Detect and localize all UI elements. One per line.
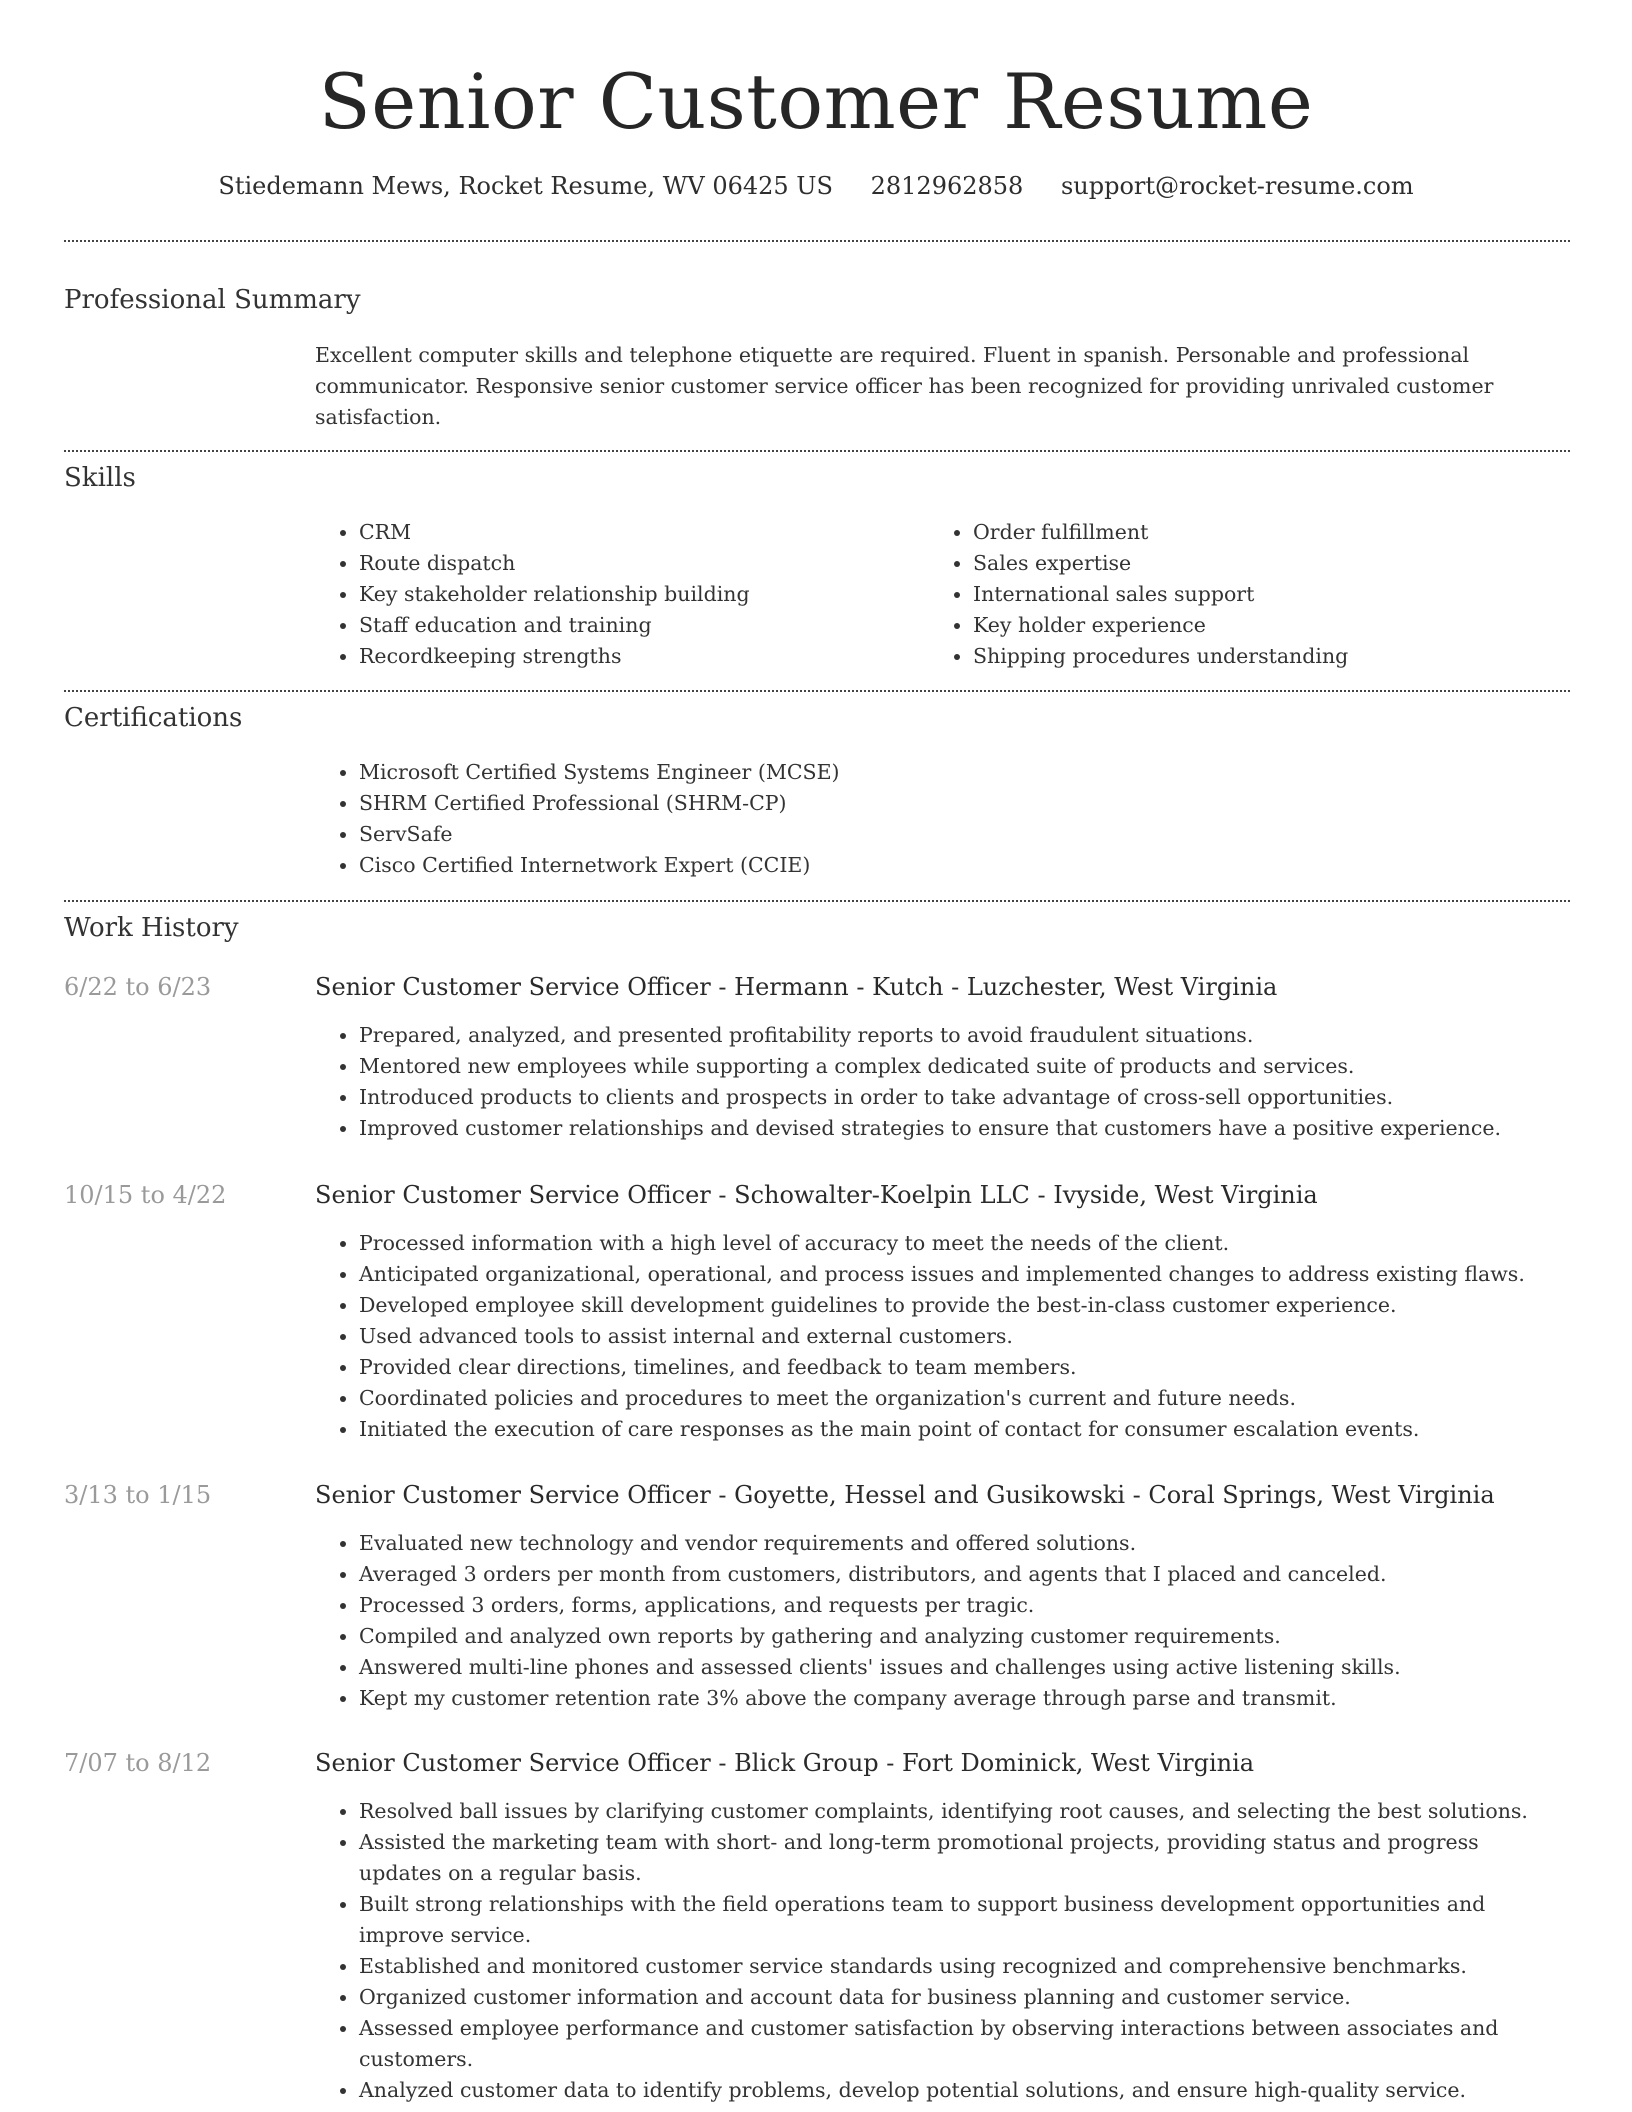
job-title: Senior Customer Service Officer - Hermann - Kutch - Luzchester, West Virginia xyxy=(315,973,1278,1001)
job-bullet: • Provided clear directions, timelines, and feedback to team members. xyxy=(359,1352,1565,1383)
job-bullet: • Organized customer information and account data for business planning and customer service. xyxy=(359,1982,1565,2013)
summary-heading: Professional Summary xyxy=(64,285,361,315)
skill-item: • Order fulfillment xyxy=(973,517,1529,548)
certification-item: • Microsoft Certified Systems Engineer (MCSE) xyxy=(359,757,1565,788)
skills-list-left xyxy=(315,517,915,672)
certification-item: • SHRM Certified Professional (SHRM-CP) xyxy=(359,788,1565,819)
job-bullet: • Initiated the execution of care responses as the main point of contact for consumer escalation events. xyxy=(359,1414,1565,1445)
job-bullet: • Developed employee skill development guidelines to provide the best-in-class customer experience. xyxy=(359,1290,1565,1321)
skills-heading: Skills xyxy=(64,463,136,493)
certifications-list xyxy=(315,757,1565,881)
job-bullet: • Mentored new employees while supporting a complex dedicated suite of products and services. xyxy=(359,1051,1565,1082)
skill-item: • International sales support xyxy=(973,579,1529,610)
skill-item: • CRM xyxy=(359,517,915,548)
skill-item: • Recordkeeping strengths xyxy=(359,641,915,672)
skill-item: • Route dispatch xyxy=(359,548,915,579)
skill-item: • Key holder experience xyxy=(973,610,1529,641)
skills-list-right xyxy=(929,517,1529,672)
job-title: Senior Customer Service Officer - Blick Group - Fort Dominick, West Virginia xyxy=(315,1749,1255,1777)
job-bullet: • Answered multi-line phones and assessed clients' issues and challenges using active listening skills. xyxy=(359,1652,1565,1683)
job-bullets xyxy=(315,1796,1565,2106)
job-bullet: • Assessed employee performance and customer satisfaction by observing interactions between associates and customers. xyxy=(359,2013,1565,2075)
job-bullet: • Anticipated organizational, operational, and process issues and implemented changes to address existing flaws. xyxy=(359,1259,1565,1290)
job-dates: 6/22 to 6/23 xyxy=(64,973,212,1001)
job-bullets xyxy=(315,1020,1565,1144)
section-divider xyxy=(64,450,1570,452)
job-bullet: • Established and monitored customer service standards using recognized and comprehensive benchmarks. xyxy=(359,1951,1565,1982)
job-bullet: • Kept my customer retention rate 3% above the company average through parse and transmit. xyxy=(359,1683,1565,1714)
work-history-heading: Work History xyxy=(64,913,239,943)
job-bullet: • Processed information with a high level of accuracy to meet the needs of the client. xyxy=(359,1228,1565,1259)
job-bullet: • Analyzed customer data to identify problems, develop potential solutions, and ensure high-quality service. xyxy=(359,2075,1565,2106)
job-bullet: • Introduced products to clients and prospects in order to take advantage of cross-sell opportunities. xyxy=(359,1082,1565,1113)
job-bullet: • Coordinated policies and procedures to meet the organization's current and future needs. xyxy=(359,1383,1565,1414)
resume-title: Senior Customer Resume xyxy=(318,57,1314,146)
job-bullet: • Evaluated new technology and vendor requirements and offered solutions. xyxy=(359,1528,1565,1559)
contact-email: support@rocket-resume.com xyxy=(1060,172,1414,200)
job-bullet: • Assisted the marketing team with short- and long-term promotional projects, providing status and progress updates on a regular basis. xyxy=(359,1827,1565,1889)
job-bullets xyxy=(315,1228,1565,1445)
job-dates: 7/07 to 8/12 xyxy=(64,1749,212,1777)
job-bullet: • Used advanced tools to assist internal and external customers. xyxy=(359,1321,1565,1352)
skill-item: • Key stakeholder relationship building xyxy=(359,579,915,610)
section-divider xyxy=(64,900,1570,902)
section-divider xyxy=(64,240,1570,242)
job-title: Senior Customer Service Officer - Goyette, Hessel and Gusikowski - Coral Springs, West Virginia xyxy=(315,1481,1495,1509)
certification-item: • Cisco Certified Internetwork Expert (CCIE) xyxy=(359,850,1565,881)
contact-phone: 2812962858 xyxy=(870,172,1024,200)
contact-address: Stiedemann Mews, Rocket Resume, WV 06425 US xyxy=(218,172,833,200)
contact-line xyxy=(0,168,1632,204)
certification-item: • ServSafe xyxy=(359,819,1565,850)
job-bullet: • Processed 3 orders, forms, applications, and requests per tragic. xyxy=(359,1590,1565,1621)
skill-item: • Shipping procedures understanding xyxy=(973,641,1529,672)
job-bullet: • Averaged 3 orders per month from customers, distributors, and agents that I placed and canceled. xyxy=(359,1559,1565,1590)
summary-text: Excellent computer skills and telephone etiquette are required. Fluent in spanish. Personable and professional communicator. Responsive senior customer service officer has been recognized for providing unrivaled customer satisfaction. xyxy=(315,343,1494,429)
job-dates: 3/13 to 1/15 xyxy=(64,1481,212,1509)
skill-item: • Sales expertise xyxy=(973,548,1529,579)
certifications-heading: Certifications xyxy=(64,703,243,733)
skill-item: • Staff education and training xyxy=(359,610,915,641)
job-title: Senior Customer Service Officer - Schowalter-Koelpin LLC - Ivyside, West Virginia xyxy=(315,1181,1318,1209)
job-bullet: • Prepared, analyzed, and presented profitability reports to avoid fraudulent situations. xyxy=(359,1020,1565,1051)
section-divider xyxy=(64,690,1570,692)
job-bullets xyxy=(315,1528,1565,1714)
job-bullet: • Built strong relationships with the field operations team to support business development opportunities and improve service. xyxy=(359,1889,1565,1951)
job-bullet: • Resolved ball issues by clarifying customer complaints, identifying root causes, and selecting the best solutions. xyxy=(359,1796,1565,1827)
job-bullet: • Improved customer relationships and devised strategies to ensure that customers have a positive experience. xyxy=(359,1113,1565,1144)
job-bullet: • Compiled and analyzed own reports by gathering and analyzing customer requirements. xyxy=(359,1621,1565,1652)
job-dates: 10/15 to 4/22 xyxy=(64,1181,227,1209)
